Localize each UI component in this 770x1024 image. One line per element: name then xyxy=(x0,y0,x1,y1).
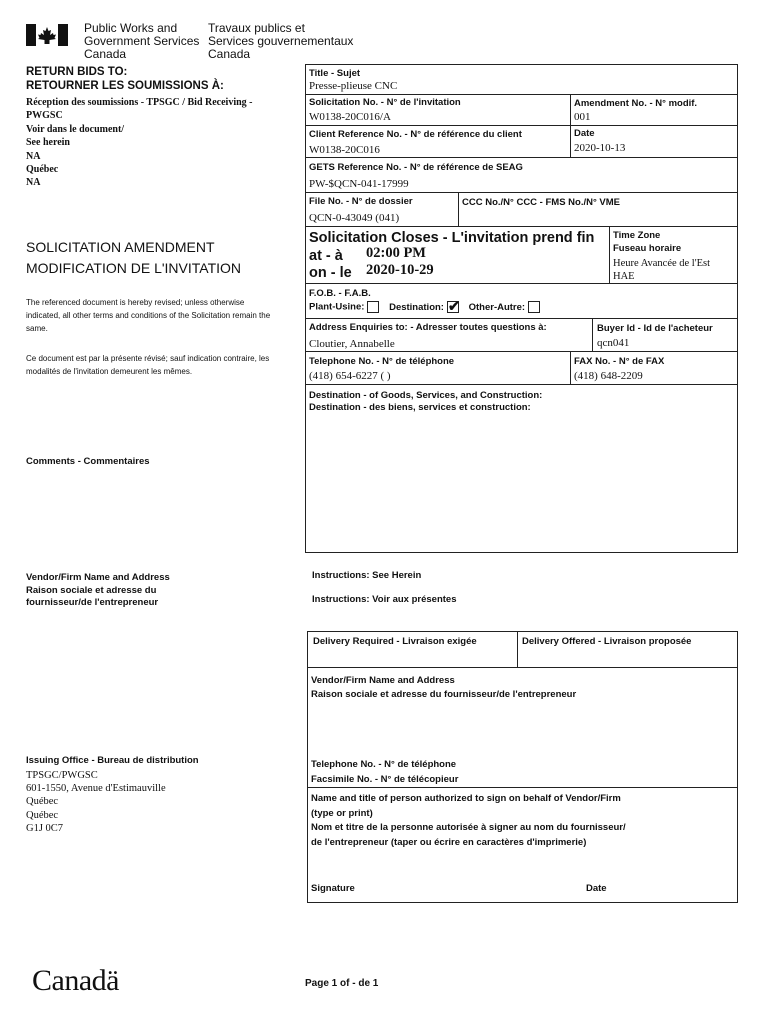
vendor-firm-label xyxy=(311,674,576,702)
dept-en-line2: Government Services xyxy=(84,34,200,48)
closing-time-value: 02:00 PM xyxy=(366,245,426,261)
vendor-firm-line: Vendor/Firm Name and Address xyxy=(311,675,455,686)
authorized-line: Nom et titre de la personne autorisée à signer au nom du fournisseur/ xyxy=(311,822,626,833)
issuing-line: G1J 0C7 xyxy=(26,822,64,834)
time-zone-label xyxy=(613,229,681,255)
date-label: Date xyxy=(574,128,595,139)
destination-goods-line: Destination - of Goods, Services, and Construction: xyxy=(309,390,543,401)
telephone-label: Telephone No. - N° de téléphone xyxy=(309,356,455,367)
fob-options xyxy=(309,301,543,313)
amendment-title-en: SOLICITATION AMENDMENT xyxy=(26,239,215,255)
return-line: Québec xyxy=(26,164,59,176)
page-number: Page 1 of - de 1 xyxy=(305,978,379,989)
date-value: 2020-10-13 xyxy=(574,142,626,154)
issuing-line: Québec xyxy=(26,796,59,808)
dept-fr-line2: Services gouvernementaux xyxy=(208,34,354,48)
destination-checkbox[interactable] xyxy=(447,301,459,313)
closing-at-label: at - à xyxy=(309,248,343,264)
issuing-office-label: Issuing Office - Bureau de distribution xyxy=(26,755,199,766)
vendor-address-label xyxy=(26,572,170,610)
ccc-number-label: CCC No./N° CCC - FMS No./N° VME xyxy=(462,197,621,208)
address-enquiries-label: Address Enquiries to: - Adresser toutes questions à: xyxy=(309,322,547,333)
return-line: Voir dans le document/ xyxy=(26,123,125,135)
destination-label: Destination: xyxy=(389,301,444,313)
amendment-number-value: 001 xyxy=(574,111,591,123)
client-reference-value: W0138-20C016 xyxy=(309,144,380,156)
telephone-value: (418) 654-6227 ( ) xyxy=(309,370,391,382)
return-line: PWGSC xyxy=(26,110,63,122)
instructions-fr: Instructions: Voir aux présentes xyxy=(312,594,457,605)
return-bids-heading xyxy=(26,65,224,93)
plant-checkbox[interactable] xyxy=(367,301,379,313)
department-name-fr xyxy=(208,22,353,61)
amendment-title xyxy=(26,237,241,279)
time-zone-value-line: Heure Avancée de l'Est xyxy=(613,258,711,269)
buyer-id-value: qcn041 xyxy=(597,337,630,349)
other-checkbox[interactable] xyxy=(528,301,540,313)
title-label: Title - Sujet xyxy=(309,68,361,79)
time-zone-label-fr: Fuseau horaire xyxy=(613,243,682,254)
authorized-line: (type or print) xyxy=(311,807,373,819)
closing-on-label: on - le xyxy=(309,265,352,281)
destination-goods-line: Destination - des biens, services et construction: xyxy=(309,402,531,413)
revision-note-en: The referenced document is hereby revised; unless otherwise indicated, all other terms and conditions of the Solicitation remain the same. xyxy=(26,298,271,333)
authorized-person-label xyxy=(311,792,626,850)
instructions-en: Instructions: See Herein xyxy=(312,570,422,581)
title-value: Presse-plieuse CNC xyxy=(309,80,398,92)
dept-en-line3: Canada xyxy=(84,47,127,61)
file-number-label: File No. - N° de dossier xyxy=(309,196,413,207)
signature-label: Signature xyxy=(311,883,355,894)
vendor-label-line: fournisseur/de l'entrepreneur xyxy=(26,597,159,608)
department-name-en xyxy=(84,22,199,61)
return-address xyxy=(26,96,253,190)
solicitation-number-value: W0138-20C016/A xyxy=(309,111,391,123)
comments-label: Comments - Commentaires xyxy=(26,456,150,467)
canada-wordmark-logo: Canadä xyxy=(32,964,119,997)
dept-fr-line1: Travaux publics et xyxy=(208,21,305,35)
fax-value: (418) 648-2209 xyxy=(574,370,643,382)
buyer-id-label: Buyer Id - Id de l'acheteur xyxy=(597,323,713,334)
fob-label: F.O.B. - F.A.B. xyxy=(309,288,371,299)
vendor-label-line: Vendor/Firm Name and Address xyxy=(26,572,170,583)
amendment-number-label: Amendment No. - N° modif. xyxy=(574,98,698,109)
file-number-value: QCN-0-43049 (041) xyxy=(309,212,400,224)
vendor-telephone-label: Telephone No. - N° de téléphone xyxy=(311,759,457,770)
closing-date-value: 2020-10-29 xyxy=(366,262,434,278)
vendor-label-line: Raison sociale et adresse du xyxy=(26,584,157,596)
return-line: See herein xyxy=(26,137,70,149)
issuing-office-address xyxy=(26,769,166,835)
signature-date-label: Date xyxy=(586,883,607,894)
vendor-firm-line: Raison sociale et adresse du fournisseur/de l'entrepreneur xyxy=(311,689,577,700)
authorized-line: Name and title of person authorized to sign on behalf of Vendor/Firm xyxy=(311,793,621,804)
solicitation-number-label: Solicitation No. - N° de l'invitation xyxy=(309,97,461,108)
client-reference-label: Client Reference No. - N° de référence du client xyxy=(309,129,522,140)
time-zone-value-line: HAE xyxy=(613,271,635,282)
delivery-offered-label: Delivery Offered - Livraison proposée xyxy=(522,636,692,647)
authorized-line: de l'entrepreneur (taper ou écrire en caractères d'imprimerie) xyxy=(311,836,587,848)
return-line: Réception des soumissions - TPSGC / Bid Receiving - xyxy=(26,97,253,108)
issuing-line: Québec xyxy=(26,809,59,821)
canada-flag-icon xyxy=(26,24,68,46)
fax-label: FAX No. - N° de FAX xyxy=(574,356,665,367)
plant-label: Plant-Usine: xyxy=(309,301,365,313)
dept-en-line1: Public Works and xyxy=(84,21,178,35)
amendment-title-fr: MODIFICATION DE L'INVITATION xyxy=(26,260,242,276)
return-bids-en: RETURN BIDS TO: xyxy=(26,66,128,78)
closing-title: Solicitation Closes - L'invitation prend fin xyxy=(309,230,595,246)
revision-note-fr: Ce document est par la présente révisé; sauf indication contraire, les modalités de l'invitation demeurent les mêmes. xyxy=(26,354,270,376)
vendor-fax-label: Facsimile No. - N° de télécopieur xyxy=(311,774,459,785)
issuing-line: TPSGC/PWGSC xyxy=(26,770,98,781)
issuing-line: 601-1550, Avenue d'Estimauville xyxy=(26,783,166,795)
address-enquiries-value: Cloutier, Annabelle xyxy=(309,338,395,350)
delivery-required-label: Delivery Required - Livraison exigée xyxy=(313,636,477,647)
time-zone-value xyxy=(613,257,710,283)
other-label: Other-Autre: xyxy=(468,301,526,313)
dept-fr-line3: Canada xyxy=(208,47,251,61)
gets-reference-label: GETS Reference No. - N° de référence de SEAG xyxy=(309,162,523,173)
return-line: NA xyxy=(26,177,41,189)
time-zone-label-en: Time Zone xyxy=(613,230,661,241)
return-line: NA xyxy=(26,150,41,162)
return-bids-fr: RETOURNER LES SOUMISSIONS À: xyxy=(26,80,224,92)
gets-reference-value: PW-$QCN-041-17999 xyxy=(309,178,409,190)
destination-goods-label xyxy=(309,390,542,414)
